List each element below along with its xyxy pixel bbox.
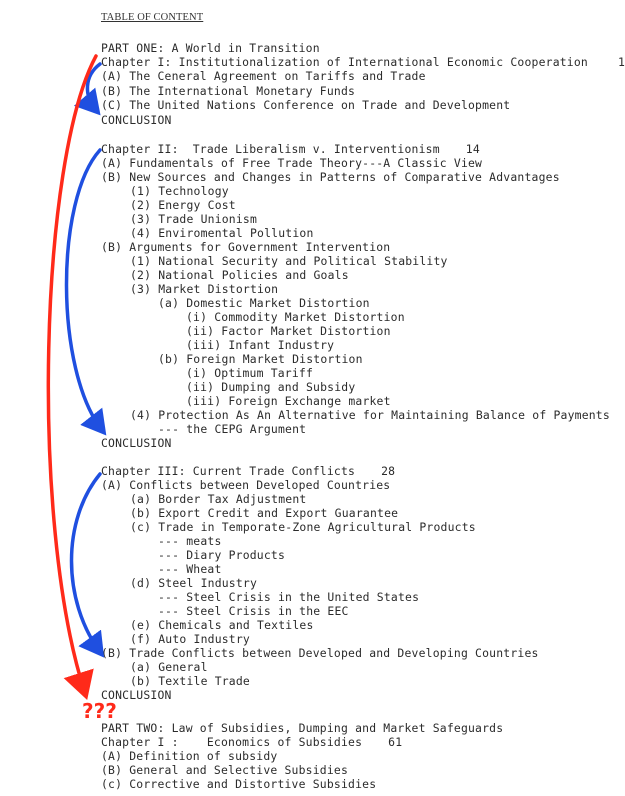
toc-line [130,198,236,212]
toc-line [101,646,539,660]
toc-line [186,338,334,352]
toc-line [186,380,355,394]
toc-heading: TABLE OF CONTENT [101,12,204,23]
toc-page-number: 61 [388,735,403,749]
toc-line-text: (3) Market Distortion [130,282,279,296]
toc-line [130,632,250,646]
toc-line [130,520,476,534]
toc-line-text: (b) Foreign Market Distortion [158,352,363,366]
toc-line-text: (4) Enviromental Pollution [130,226,314,240]
toc-line [186,366,313,380]
toc-line [158,562,222,576]
toc-line-text: (1) National Security and Political Stability [130,254,448,268]
toc-line-text: (c) Trade in Temporate-Zone Agricultural Products [130,520,476,534]
toc-line-text: (b) Textile Trade [130,674,250,688]
toc-line [158,534,222,548]
toc-line-text: (e) Chemicals and Textiles [130,618,314,632]
toc-line [130,408,610,422]
toc-line [130,674,250,688]
toc-line-text: (2) National Policies and Goals [130,268,349,282]
toc-line-text: Chapter III: Current Trade Conflicts [101,464,356,478]
red-arrow-part-one [48,56,96,690]
toc-line [101,142,480,156]
toc-line-text: (ii) Dumping and Subsidy [186,380,356,394]
toc-page-number: 14 [465,142,480,156]
toc-line [101,41,320,55]
toc-line-text: CONCLUSION [101,688,172,702]
toc-line-text: (f) Auto Industry [130,632,250,646]
toc-line-text: (B) General and Selective Subsidies [101,763,349,777]
toc-line [158,590,419,604]
toc-line [101,156,482,170]
toc-line [101,749,277,763]
toc-line-text: (A) Fundamentals of Free Trade Theory---A Classic View [101,156,483,170]
toc-line-text: (B) The International Monetary Funds [101,84,356,98]
toc-line [130,282,278,296]
toc-line [158,352,363,366]
toc-line-text: Chapter I : Economics of Subsidies [101,735,363,749]
toc-line-text: CONCLUSION [101,113,172,127]
toc-line [101,69,426,83]
toc-line [101,170,560,184]
toc-line-text: (iii) Foreign Exchange market [186,394,391,408]
toc-line [130,576,257,590]
blue-arrow-chapter-one [87,64,100,110]
toc-line [158,604,349,618]
question-marks-annotation: ??? [82,699,117,723]
toc-line-text: (ii) Factor Market Distortion [186,324,391,338]
toc-line [101,55,625,69]
toc-line [101,721,503,735]
toc-line-text: PART ONE: A World in Transition [101,41,320,55]
toc-line-text: (i) Optimum Tariff [186,366,314,380]
toc-line-text: (a) General [130,660,208,674]
blue-arrow-chapter-three [72,474,101,652]
toc-line-text: (a) Border Tax Adjustment [130,492,307,506]
toc-line [130,226,314,240]
toc-line [101,478,390,492]
toc-line-text: (3) Trade Unionism [130,212,258,226]
toc-line [101,735,402,749]
toc-line-text: (A) Conflicts between Developed Countries [101,478,391,492]
toc-line [186,310,405,324]
toc-line [186,324,391,338]
toc-line [130,184,229,198]
toc-line [158,296,370,310]
toc-line [130,254,448,268]
toc-line [130,492,306,506]
toc-page-number: 1 [617,55,625,69]
toc-line [130,212,257,226]
toc-line [101,436,172,450]
toc-line-text: (1) Technology [130,184,229,198]
toc-line-text: (4) Protection As An Alternative for Maintaining Balance of Payments [130,408,610,422]
toc-line-text: (C) The United Nations Conference on Trade and Development [101,98,511,112]
toc-line [101,113,172,127]
toc-line [101,464,395,478]
toc-line-text: (b) Export Credit and Export Guarantee [130,506,399,520]
toc-line-text: --- meats [158,534,222,548]
toc-line [101,84,355,98]
toc-line-text: PART TWO: Law of Subsidies, Dumping and Market Safeguards [101,721,504,735]
toc-line-text: --- Steel Crisis in the United States [158,590,420,604]
toc-line-text: --- Wheat [158,562,222,576]
toc-line [130,660,208,674]
toc-line-text: (A) Definition of subsidy [101,749,278,763]
toc-line-text: (A) The Ceneral Agreement on Tariffs and Trade [101,69,426,83]
toc-line-text: Chapter I: Institutionalization of International Economic Cooperation [101,55,588,69]
toc-line-text: (B) New Sources and Changes in Patterns of Comparative Advantages [101,170,560,184]
toc-line [186,394,391,408]
toc-line-text: (2) Energy Cost [130,198,236,212]
toc-line-text: --- Steel Crisis in the EEC [158,604,349,618]
toc-line-text: (a) Domestic Market Distortion [158,296,370,310]
toc-line-text: Chapter II: Trade Liberalism v. Interventionism [101,142,440,156]
toc-line-text: CONCLUSION [101,436,172,450]
toc-line-text: (B) Trade Conflicts between Developed and Developing Countries [101,646,539,660]
toc-line [130,268,349,282]
toc-line [101,777,376,791]
toc-line [101,98,510,112]
toc-line-text: (d) Steel Industry [130,576,258,590]
toc-line [101,763,348,777]
blue-arrow-chapter-two [66,150,102,430]
toc-line [101,240,390,254]
toc-line-text: (i) Commodity Market Distortion [186,310,405,324]
toc-line [158,422,306,436]
toc-line [130,506,398,520]
toc-page-number: 28 [381,464,396,478]
toc-line-text: (B) Arguments for Government Intervention [101,240,391,254]
toc-line [101,688,172,702]
toc-line-text: --- Diary Products [158,548,286,562]
toc-line [158,548,285,562]
toc-line [130,618,314,632]
toc-line-text: (c) Corrective and Distortive Subsidies [101,777,377,791]
toc-line-text: (iii) Infant Industry [186,338,335,352]
toc-line-text: --- the CEPG Argument [158,422,307,436]
